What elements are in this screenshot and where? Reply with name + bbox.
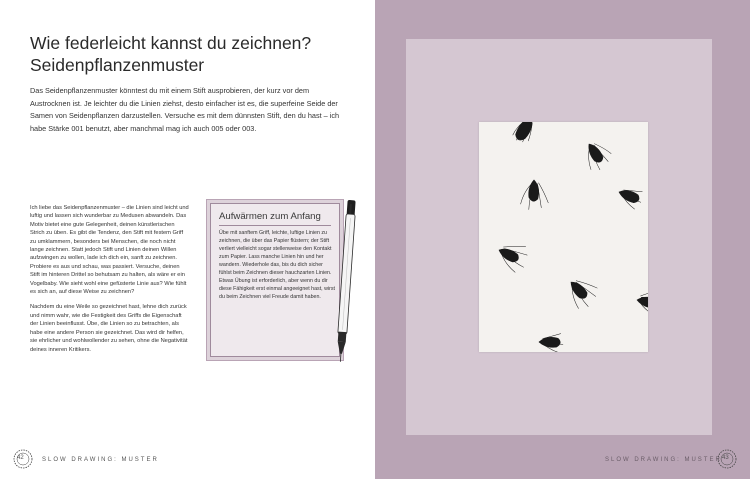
- body-paragraph-1: Ich liebe das Seidenpflanzenmuster – die Linien sind leicht und luftig und lassen sich wunderbar zu Medusen abwandeln. Das Motiv bietet eine gute Gelegenheit, deinen künstlerischen Strich zu üben. Es gibt die Tendenz, den Stift mit festem Griff zu umklammern, besonders bei Menschen, die noch nicht lange zeichnen. Statt jedoch Stift und Linien deinen Willen aufzwingen zu wollen, lade ich dich ein, sanft zu zeichnen. Probiere es aus und schau, was passiert. Versuche, deinen Stift im hinteren Drittel so behutsam zu halten, als wäre er ein Vogelbaby. Wie sieht wohl eine gefüsterte Linie aus? Wie fühlt es sich an, auf diese Weise zu zeichnen?: [30, 205, 189, 296]
- page-number-right: 43: [722, 455, 729, 461]
- warmup-text: Übe mit sanftem Griff, leichte, luftige Linien zu zeichnen, die über das Papier flüstern; der Stift verliert vielleicht sogar stellenweise den Kontakt zum Papier. Lass manche Linien hin und her wandern. Wiederhole das, bis du dich sicher fühlst beim Zeichnen dieser hauchzarten Linien. Etwas Übung ist erforderlich, aber wenn du dir diese Fähigkeit erst einmal angeeignet hast, wirst du beim Zeichnen viel Freude damit haben.: [219, 230, 336, 300]
- warmup-title: Aufwärmen zum Anfang: [219, 211, 321, 222]
- intro-paragraph: Das Seidenpflanzenmuster könntest du mit einem Stift ausprobieren, der kurz vor dem Austrocknen ist. Je leichter du die Linien ziehst, desto einfacher ist es, die superfeine Seide der Samen von Seidenpflanzen darzustellen. Versuche es mit dem dünnsten Stift, den du hast – ich habe Stärke 001 benutzt, aber manchmal mag ich auch 005 oder 003.: [30, 86, 340, 133]
- page-number-left: 42: [17, 455, 24, 461]
- milkweed-seed-drawing: [479, 122, 648, 352]
- body-paragraph-2: Nachdem du eine Weile so gezeichnet hast, lehne dich zurück und nimm wahr, wie die Festigkeit des Griffs die Eigenschaft der Linien beeinflusst. Übe, die Linien so zu betrachten, als habe eine andere Person sie gezeichnet. Das wird dir helfen, sie ehrlicher und wohlwollender zu sehen, ohne die Negativität deines inneren Kritikers.: [30, 304, 188, 353]
- footer-left: SLOW DRAWING: MUSTER: [42, 457, 159, 463]
- pen-icon: [334, 196, 358, 366]
- title-line-1: Wie federleicht kannst du zeichnen?: [30, 33, 312, 53]
- body-column: [30, 204, 190, 361]
- warmup-box: [206, 199, 344, 361]
- page-title: [30, 32, 360, 76]
- warmup-divider: [219, 225, 331, 226]
- warmup-box-inner: [210, 203, 340, 357]
- footer-right: SLOW DRAWING: MUSTER: [605, 457, 722, 463]
- title-line-2: Seidenpflanzenmuster: [30, 55, 205, 75]
